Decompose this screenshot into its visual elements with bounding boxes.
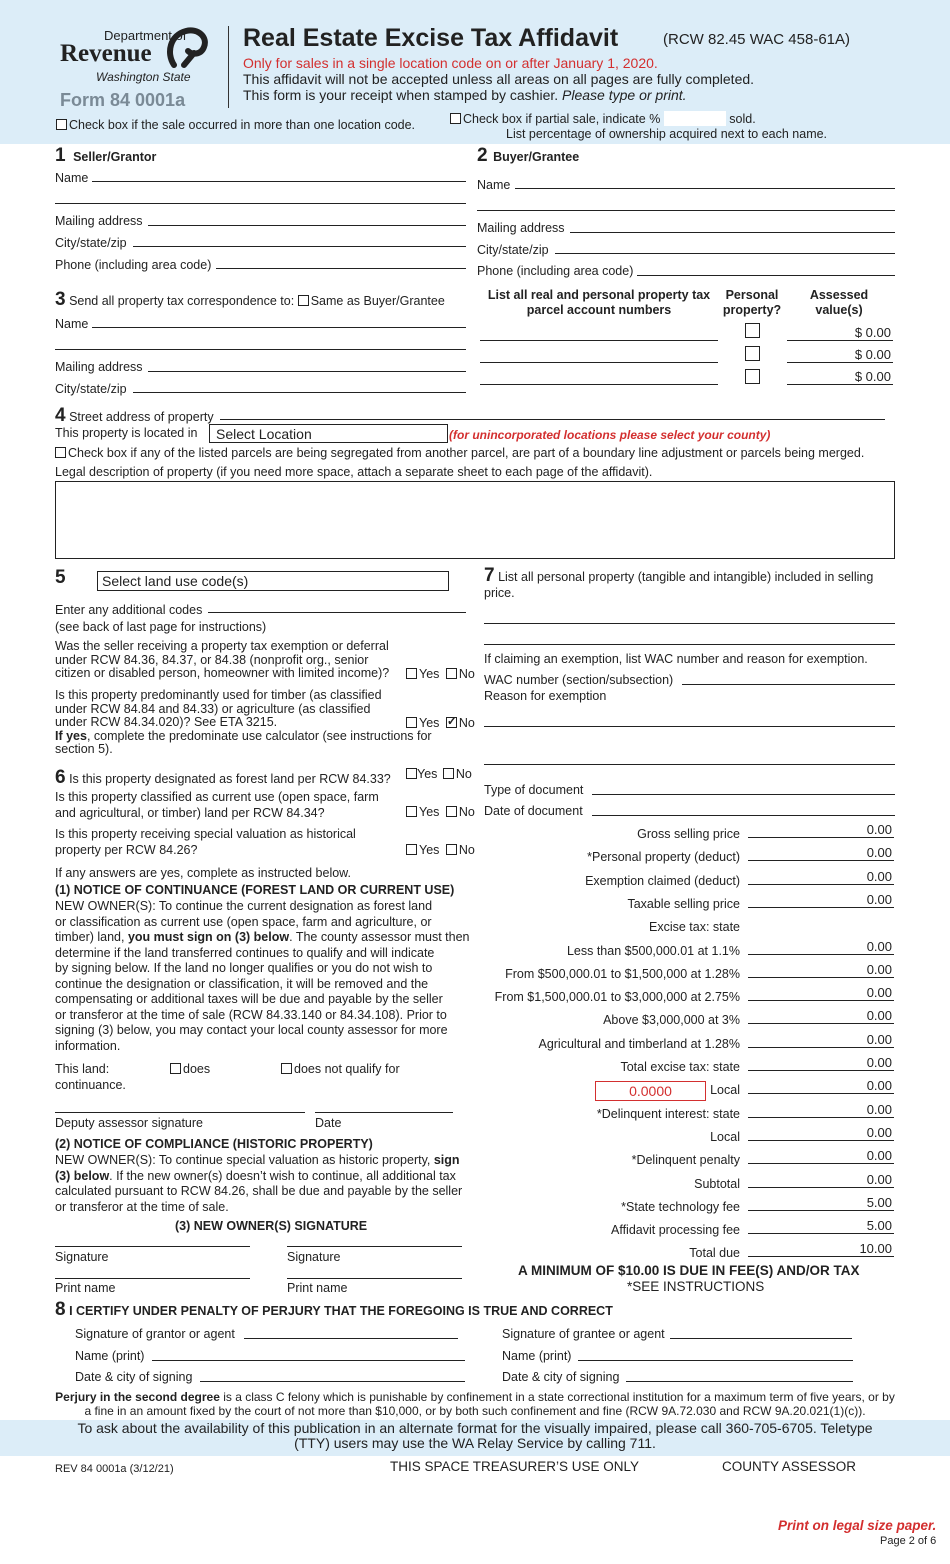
- tax-row-label: Affidavit processing fee: [610, 1223, 740, 1237]
- sec5-q2-no-checkbox[interactable]: [446, 717, 457, 728]
- wac-line[interactable]: [682, 684, 895, 685]
- land-does-not-checkbox[interactable]: [281, 1063, 292, 1074]
- sec1-phone-label: Phone (including area code): [55, 258, 212, 272]
- personal-property-line-1[interactable]: [484, 623, 895, 624]
- sec6-q1-yes-checkbox[interactable]: [406, 768, 417, 779]
- notice-line1: This affidavit will not be accepted unless all areas on all pages are fully completed.: [243, 71, 755, 87]
- local-rate-field[interactable]: 0.0000: [595, 1081, 706, 1101]
- tax-row-value[interactable]: 0.00: [748, 1078, 894, 1094]
- sec2-city-line[interactable]: [555, 253, 895, 254]
- page-title: Real Estate Excise Tax Affidavit: [243, 24, 619, 52]
- tax-row-value[interactable]: 0.00: [748, 892, 894, 908]
- parcel-number-line-2[interactable]: [480, 362, 718, 363]
- sec7-title: 7 List all personal property (tangible and intangible) included in selling price.: [484, 565, 874, 600]
- print-legal-note: Print on legal size paper.: [778, 1518, 937, 1533]
- tax-row-value[interactable]: 0.00: [748, 845, 894, 861]
- land-does-checkbox[interactable]: [170, 1063, 181, 1074]
- tax-row-value[interactable]: 0.00: [748, 1032, 894, 1048]
- see-instructions: *SEE INSTRUCTIONS: [627, 1279, 765, 1294]
- owner-sig-label-2: Signature: [287, 1250, 341, 1264]
- tax-row-label: Total due: [689, 1246, 740, 1260]
- sec6-q2: Is this property classified as current use (open space, farm and agricultural, or timber) land per RCW 84.34?: [55, 790, 379, 820]
- tax-row-value[interactable]: 5.00: [748, 1218, 894, 1234]
- sec2-mailing-line[interactable]: [570, 232, 895, 233]
- location-select[interactable]: Select Location: [209, 424, 448, 443]
- grantor-name-label: Name (print): [75, 1349, 145, 1363]
- sec1-name-line[interactable]: [92, 181, 466, 182]
- tax-row-value[interactable]: 0.00: [748, 1055, 894, 1071]
- sec6-q3-answers: Yes No: [406, 843, 475, 857]
- page-number: Page 2 of 6: [880, 1535, 937, 1547]
- notice-red: Only for sales in a single location code on or after January 1, 2020.: [243, 55, 658, 71]
- grantor-date-label: Date & city of signing: [75, 1370, 193, 1384]
- sec3-city-label: City/state/zip: [55, 382, 127, 396]
- land-does-not-option[interactable]: does not qualify for: [281, 1062, 400, 1076]
- parcel-number-line-1[interactable]: [480, 340, 718, 341]
- sec2-name-line[interactable]: [515, 188, 895, 189]
- sec3-mailing-label: Mailing address: [55, 360, 143, 374]
- sec5-q2-answers: Yes ✓ No: [406, 716, 475, 730]
- tax-row-value[interactable]: 0.00: [748, 1102, 894, 1118]
- sec6-q3-no-checkbox[interactable]: [446, 844, 457, 855]
- sec3-name-line[interactable]: [92, 327, 466, 328]
- tax-row-value[interactable]: 0.00: [748, 1172, 894, 1188]
- sec3-city-line[interactable]: [133, 392, 466, 393]
- header-divider: [228, 26, 229, 108]
- sec5-q1-yes-checkbox[interactable]: [406, 668, 417, 679]
- tax-row-label: Excise tax: state: [648, 920, 740, 934]
- tax-row-value[interactable]: 0.00: [748, 985, 894, 1001]
- sec5-q1: Was the seller receiving a property tax exemption or deferral under RCW 84.36, 84.37, or 84.38 (nonprofit org., senior citizen or disabled person, homeowner with limited income)?: [55, 639, 390, 680]
- sec3-name-line2[interactable]: [55, 349, 466, 350]
- tax-row-value[interactable]: 0.00: [748, 822, 894, 838]
- sec3-mailing-line[interactable]: [148, 371, 466, 372]
- additional-codes-label: Enter any additional codes: [55, 603, 203, 617]
- same-as-buyer-checkbox[interactable]: [298, 295, 309, 306]
- tax-row-value[interactable]: 0.00: [748, 869, 894, 885]
- notice-compliance-text: NEW OWNER(S): To continue special valuation as historic property, sign (3) below. If the new owner(s) doesn’t wish to continue, all additional tax calculated pursuant to RCW 84.26, shall be due and payable by the seller or transferor at the time of sale.: [55, 1153, 463, 1214]
- sec4-street: 4 Street address of property: [55, 405, 214, 426]
- alt-format-notice: To ask about the availability of this publication in an alternate format for the visually impaired, please call 360-705-6705. Teletype (TTY) users may use the WA Relay Service by calling 711.: [77, 1420, 873, 1451]
- partial-note: List percentage of ownership acquired next to each name.: [506, 127, 828, 141]
- perjury-notice: Perjury in the second degree is a class C felony which is punishable by confinement in a state correctional institution for a maximum term of five years, or by a fine in an amount fixed by the court of not more than $10,000, or by both such confinement and fine (RCW 9A.72.030 and RCW 9A.20.021(1)(c)).: [55, 1390, 895, 1418]
- statute-ref: (RCW 82.45 WAC 458-61A): [663, 31, 851, 48]
- tax-row-value[interactable]: 0.00: [748, 962, 894, 978]
- tax-row-label: *Delinquent interest: state: [596, 1107, 740, 1121]
- sec6-q3: Is this property receiving special valuation as historical property per RCW 84.26?: [55, 827, 356, 857]
- segregated-check[interactable]: Check box if any of the listed parcels are being segregated from another parcel, are part of a boundary line adjustment or parcels being merged.: [55, 446, 864, 460]
- additional-codes-line[interactable]: [208, 612, 466, 613]
- assessed-value-2[interactable]: $ 0.00: [787, 347, 893, 363]
- grantor-sig-line[interactable]: [244, 1338, 458, 1339]
- sec1-header: 1 Seller/Grantor: [55, 145, 157, 166]
- tax-row-label: From $1,500,000.01 to $3,000,000 at 2.75%: [494, 990, 740, 1004]
- sec1-mailing-label: Mailing address: [55, 214, 143, 228]
- new-owner-sig-title: (3) NEW OWNER(S) SIGNATURE: [175, 1219, 368, 1233]
- grantee-name-label: Name (print): [502, 1349, 572, 1363]
- rev-number: REV 84 0001a (3/12/21): [55, 1463, 174, 1475]
- tax-row-value[interactable]: 0.00: [748, 939, 894, 955]
- form-number: Form 84 0001a: [60, 90, 186, 110]
- sec6-q1: 6 Is this property designated as forest land per RCW 84.33?: [55, 767, 391, 788]
- assessed-value-1[interactable]: $ 0.00: [787, 325, 893, 341]
- street-address-line[interactable]: [220, 419, 885, 420]
- grantee-sig-label: Signature of grantee or agent: [502, 1327, 665, 1341]
- sec1-mailing-line[interactable]: [148, 225, 466, 226]
- legal-desc-label: Legal description of property (if you need more space, attach a separate sheet to each page of the affidavit).: [55, 465, 653, 479]
- assessed-value-3[interactable]: $ 0.00: [787, 369, 893, 385]
- tax-row-value[interactable]: 5.00: [748, 1195, 894, 1211]
- reason-label: Reason for exemption: [484, 689, 607, 703]
- treasurer-space: THIS SPACE TREASURER’S USE ONLY: [390, 1459, 640, 1474]
- sec6-q1-no-checkbox[interactable]: [443, 768, 454, 779]
- deputy-date-line[interactable]: [315, 1112, 453, 1113]
- owner-print-line-2[interactable]: [287, 1278, 462, 1279]
- parcel-col3-header: Assessed value(s): [809, 288, 869, 317]
- tax-row-value[interactable]: 0.00: [748, 1008, 894, 1024]
- exemption-note: If claiming an exemption, list WAC number and reason for exemption.: [484, 652, 868, 666]
- sec2-name-label: Name: [477, 178, 511, 192]
- owner-sig-label-1: Signature: [55, 1250, 109, 1264]
- date-doc-line[interactable]: [592, 815, 895, 816]
- tax-row-label: Subtotal: [694, 1177, 740, 1191]
- tax-row-label: Gross selling price: [637, 827, 740, 841]
- tax-row-label: Taxable selling price: [627, 897, 740, 911]
- tax-row-label: Agricultural and timberland at 1.28%: [538, 1037, 740, 1051]
- sec8-certify: 8 I CERTIFY UNDER PENALTY OF PERJURY THAT THE FOREGOING IS TRUE AND CORRECT: [55, 1299, 613, 1320]
- sec6-q1-answers: Yes No: [406, 767, 472, 781]
- parcel-number-line-3[interactable]: [480, 384, 718, 385]
- notice-compliance-title: (2) NOTICE OF COMPLIANCE (HISTORIC PROPERTY): [55, 1137, 373, 1151]
- grantee-date-label: Date & city of signing: [502, 1370, 620, 1384]
- deputy-date-label: Date: [315, 1116, 342, 1130]
- tax-row-label: *Personal property (deduct): [587, 850, 740, 864]
- see-back-note: (see back of last page for instructions): [55, 620, 267, 634]
- parcel-col1-header: List all real and personal property tax parcel account numbers: [487, 288, 711, 317]
- land-use-select[interactable]: Select land use code(s): [97, 571, 449, 591]
- tax-row-label: Exemption claimed (deduct): [585, 874, 740, 888]
- sec2-name-line2[interactable]: [477, 210, 895, 211]
- notice-continuance-title: (1) NOTICE OF CONTINUANCE (FOREST LAND OR CURRENT USE): [55, 883, 455, 897]
- deputy-sig-label: Deputy assessor signature: [55, 1116, 203, 1130]
- owner-print-label-2: Print name: [287, 1281, 348, 1295]
- parcel-col2-header: Personal property?: [722, 288, 782, 317]
- sec5-q1-answers: Yes No: [406, 667, 475, 681]
- legal-description-textarea[interactable]: [55, 481, 895, 559]
- county-assessor-space: COUNTY ASSESSOR: [722, 1459, 857, 1474]
- sec6-q2-answers: Yes No: [406, 805, 475, 819]
- sec6-q2-yes-checkbox[interactable]: [406, 806, 417, 817]
- reason-line-1[interactable]: [484, 726, 895, 727]
- multi-location-check[interactable]: Check box if the sale occurred in more than one location code.: [56, 118, 415, 132]
- sec5-number: 5: [55, 567, 66, 588]
- notice-continuance-text: NEW OWNER(S): To continue the current designation as forest land or classification as current use (open space, farm and agriculture, or timber) land, you must sign on (3) below. The county assessor must then determine if the land transferred continues to qualify and will indicate by signing below. If the land no longer qualifies or you do not wish to continue the designation or classification, it will be removed and the compensating or additional taxes will be due and payable by the seller or transferor at the time of sale (RCW 84.33.140 or 84.34.108). Prior to signing (3) below, you may contact your local county assessor for more information.: [55, 899, 470, 1053]
- sec2-header: 2 Buyer/Grantee: [477, 145, 580, 166]
- sec2-city-label: City/state/zip: [477, 243, 549, 257]
- dept-line3: Washington State: [96, 70, 191, 84]
- located-label: This property is located in: [55, 426, 198, 440]
- partial-sale-check[interactable]: Check box if partial sale, indicate % sold.: [450, 111, 756, 126]
- partial-percent-input[interactable]: [664, 111, 726, 126]
- sec1-city-line[interactable]: [133, 246, 466, 247]
- owner-print-line-1[interactable]: [55, 1278, 250, 1279]
- minimum-due-note: A MINIMUM OF $10.00 IS DUE IN FEE(S) AND/OR TAX: [518, 1263, 860, 1278]
- personal-property-checkbox-1[interactable]: [745, 323, 762, 340]
- owner-sig-line-1[interactable]: [55, 1246, 250, 1247]
- personal-property-checkbox-2[interactable]: [745, 346, 762, 363]
- grantee-date-line[interactable]: [626, 1381, 853, 1382]
- grantor-date-line[interactable]: [200, 1381, 465, 1382]
- sec3-name-label: Name: [55, 317, 89, 331]
- tax-row-label: Total excise tax: state: [620, 1060, 740, 1074]
- type-doc-label: Type of document: [484, 783, 584, 797]
- notice-line2: This form is your receipt when stamped by cashier. Please type or print.: [243, 87, 687, 103]
- sec5-q1-no-checkbox[interactable]: [446, 668, 457, 679]
- owner-print-label-1: Print name: [55, 1281, 116, 1295]
- personal-property-checkbox-3[interactable]: [745, 369, 762, 386]
- sec1-name-label: Name: [55, 171, 89, 185]
- sec1-name-line2[interactable]: [55, 203, 466, 204]
- reason-line-2[interactable]: [484, 764, 895, 765]
- date-doc-label: Date of document: [484, 804, 583, 818]
- tax-row-label: *Delinquent penalty: [631, 1153, 740, 1167]
- personal-property-line-2[interactable]: [484, 644, 895, 645]
- sec1-phone-line[interactable]: [216, 268, 466, 269]
- wac-label: WAC number (section/subsection): [484, 673, 674, 687]
- tax-row-label: Above $3,000,000 at 3%: [603, 1013, 740, 1027]
- sec2-phone-label: Phone (including area code): [477, 264, 634, 278]
- sec2-mailing-label: Mailing address: [477, 221, 565, 235]
- tax-row-label: Less than $500,000.01 at 1.1%: [566, 944, 740, 958]
- tax-row-value[interactable]: 0.00: [748, 1125, 894, 1141]
- partial-sale-checkbox[interactable]: [450, 113, 461, 124]
- dept-line2: Revenue: [60, 40, 152, 67]
- land-does-option[interactable]: does: [170, 1062, 210, 1076]
- grantor-name-line[interactable]: [152, 1360, 465, 1361]
- sec6-q3-yes-checkbox[interactable]: [406, 844, 417, 855]
- tax-row-label: Local: [710, 1130, 740, 1144]
- segregated-checkbox[interactable]: [55, 447, 66, 458]
- tax-row-label: From $500,000.01 to $1,500,000 at 1.28%: [505, 967, 740, 981]
- grantor-sig-label: Signature of grantor or agent: [75, 1327, 235, 1341]
- grantee-name-line[interactable]: [578, 1360, 853, 1361]
- dor-logo-icon: [164, 25, 210, 69]
- deputy-sig-line[interactable]: [55, 1112, 305, 1113]
- dept-line1: Department of: [104, 28, 187, 43]
- sec5-q2-yes-checkbox[interactable]: [406, 717, 417, 728]
- tax-row-value[interactable]: 0.00: [748, 1148, 894, 1164]
- sec2-phone-line[interactable]: [637, 275, 895, 276]
- tax-row-value[interactable]: 10.00: [748, 1241, 894, 1257]
- if-yes-note: If any answers are yes, complete as instructed below.: [55, 866, 351, 880]
- multi-location-checkbox[interactable]: [56, 119, 67, 130]
- grantee-sig-line[interactable]: [670, 1338, 852, 1339]
- type-doc-line[interactable]: [592, 794, 895, 795]
- this-land-label: This land: continuance.: [55, 1062, 126, 1092]
- tax-row-label: *State technology fee: [621, 1200, 740, 1214]
- sec3-header: 3 Send all property tax correspondence to: Same as Buyer/Grantee: [55, 289, 445, 310]
- tax-row-label: Local: [710, 1083, 740, 1097]
- sec1-city-label: City/state/zip: [55, 236, 127, 250]
- sec5-q2: Is this property predominantly used for timber (as classified under RCW 84.84 and 84.33) or agriculture (as classified under RCW 84.34.020)? See ETA 3215. If yes, complete the predominate use calculator (see instructions for section 5).: [55, 688, 432, 756]
- owner-sig-line-2[interactable]: [287, 1246, 462, 1247]
- sec6-q2-no-checkbox[interactable]: [446, 806, 457, 817]
- location-note: (for unincorporated locations please select your county): [449, 428, 771, 442]
